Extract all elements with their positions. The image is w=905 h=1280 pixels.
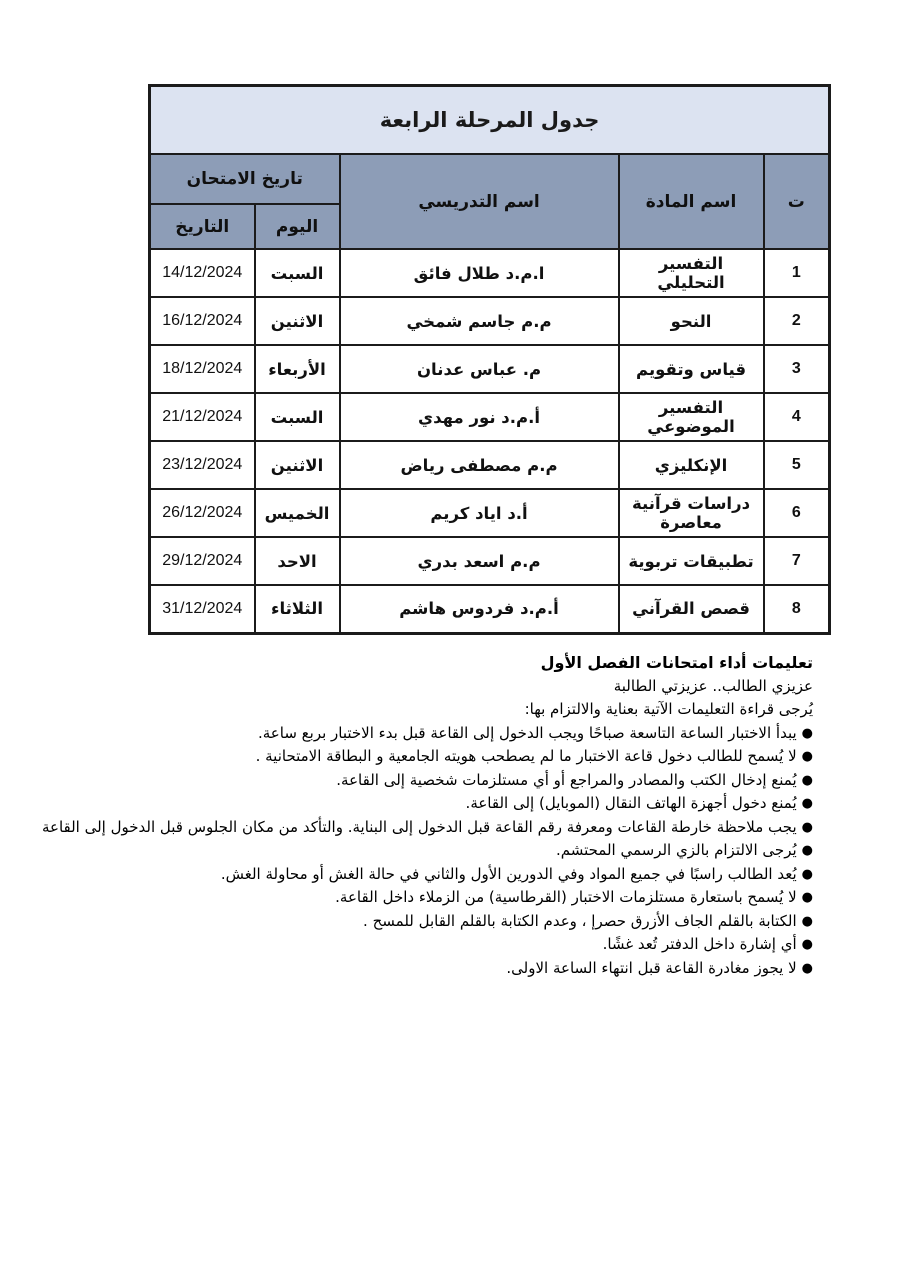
cell-day: الثلاثاء [255,585,340,633]
cell-date: 26/12/2024 [150,489,255,537]
cell-subject: النحو [619,297,764,345]
cell-day: السبت [255,393,340,441]
bullet-icon: ● [801,960,813,976]
cell-instructor: م. عباس عدنان [340,345,619,393]
table-row [150,537,830,585]
cell-instructor: م.م جاسم شمخي [340,297,619,345]
bullet-icon: ● [801,725,813,741]
header-subject: اسم المادة [619,154,764,249]
instruction-text: يُمنع دخول أجهزة الهاتف النقال (الموبايل) إلى القاعة. [465,794,797,812]
bullet-icon: ● [801,913,813,929]
table-header-row-1 [150,154,830,204]
instructions-heading: تعليمات أداء امتحانات الفصل الأول [540,653,813,672]
cell-seq: 6 [764,489,830,537]
table-row [150,393,830,441]
header-exam-date-group: تاريخ الامتحان [150,154,340,204]
instruction-item [73,863,813,887]
cell-subject: الإنكليزي [619,441,764,489]
bullet-icon: ● [801,796,813,811]
instruction-text: يُمنع إدخال الكتب والمصادر والمراجع أو أي مستلزمات شخصية إلى القاعة. [336,770,797,789]
cell-instructor: أ.م.د فردوس هاشم [340,585,619,633]
table-row [150,297,830,345]
cell-subject: تطبيقات تربوية [619,537,764,585]
cell-date: 21/12/2024 [150,393,255,441]
instruction-text: يبدأ الاختبار الساعة التاسعة صباحًا ويجب الدخول إلى القاعة قبل بدء الاختبار بربع ساعة. [258,723,797,742]
cell-date: 16/12/2024 [150,297,255,345]
cell-day: الاثنين [255,297,340,345]
cell-date: 18/12/2024 [150,345,255,393]
cell-date: 14/12/2024 [150,249,255,297]
instruction-item [73,933,813,957]
cell-date: 23/12/2024 [150,441,255,489]
header-date: التاريخ [150,204,255,249]
cell-seq: 8 [764,585,830,633]
table-row [150,249,830,297]
instruction-item [73,745,813,769]
instruction-text: يُرجى الالتزام بالزي الرسمي المحتشم. [555,841,797,859]
table-row [150,489,830,537]
instruction-item [73,722,813,746]
table-row [150,345,830,393]
header-instructor: اسم التدريسي [340,154,619,249]
table-row [150,585,830,633]
cell-instructor: م.م مصطفى رياض [340,441,619,489]
cell-subject: قياس وتقويم [619,345,764,393]
table-row [150,441,830,489]
instruction-text: لا يُسمح للطالب دخول قاعة الاختبار ما لم يصطحب هويته الجامعية و البطاقة الامتحانية . [255,747,797,765]
cell-day: الاثنين [255,441,340,489]
cell-day: الخميس [255,489,340,537]
cell-instructor: ا.م.د طلال فائق [340,249,619,297]
instruction-item [41,816,813,840]
table-title: جدول المرحلة الرابعة [150,86,830,155]
bullet-icon: ● [801,749,813,764]
bullet-icon: ● [801,843,813,858]
instruction-text: لا يُسمح باستعارة مستلزمات الاختبار (القرطاسية) من الزملاء داخل القاعة. [335,888,797,906]
instructions-greeting: عزيزي الطالب.. عزيزتي الطالبة [613,676,813,695]
cell-day: الأربعاء [255,345,340,393]
instruction-item [73,839,813,863]
instruction-item [73,910,813,934]
cell-seq: 2 [764,297,830,345]
instruction-text: أي إشارة داخل الدفتر تُعد غشًا. [602,935,797,953]
bullet-icon: ● [801,772,813,788]
instruction-item [73,769,813,793]
cell-date: 31/12/2024 [150,585,255,633]
bullet-icon: ● [801,937,813,952]
cell-subject: التفسير التحليلي [619,249,764,297]
bullet-icon: ● [801,890,813,905]
cell-subject: دراسات قرآنية معاصرة [619,489,764,537]
cell-instructor: م.م اسعد بدري [340,537,619,585]
cell-seq: 7 [764,537,830,585]
instruction-text: لا يجوز مغادرة القاعة قبل انتهاء الساعة الاولى. [506,958,797,977]
exam-schedule-table [148,84,831,635]
bullet-icon: ● [801,866,813,882]
header-day: اليوم [255,204,340,249]
instructions-intro: يُرجى قراءة التعليمات الآتية بعناية والالتزام بها: [524,700,813,718]
header-seq: ت [764,154,830,249]
cell-day: الاحد [255,537,340,585]
table-title-row [150,86,830,155]
cell-day: السبت [255,249,340,297]
exam-schedule-table-wrap [148,84,828,635]
instruction-text: يُعد الطالب راسبًا في جميع المواد وفي الدورين الأول والثاني في حالة الغش أو محاولة الغش. [220,864,797,883]
cell-subject: قصص القرآني [619,585,764,633]
cell-date: 29/12/2024 [150,537,255,585]
cell-subject: التفسير الموضوعي [619,393,764,441]
bullet-icon: ● [801,819,813,835]
instruction-item [73,957,813,981]
exam-instructions-section [41,651,813,980]
cell-seq: 5 [764,441,830,489]
cell-seq: 4 [764,393,830,441]
instruction-item [73,792,813,816]
cell-seq: 1 [764,249,830,297]
cell-instructor: أ.م.د نور مهدي [340,393,619,441]
instruction-text: يجب ملاحظة خارطة القاعات ومعرفة رقم القاعة قبل الدخول إلى البناية. والتأكد من مكان الجلوس قبل الدخول إلى القاعة [41,817,797,836]
instruction-item [73,886,813,910]
cell-instructor: أ.د اياد كريم [340,489,619,537]
instruction-text: الكتابة بالقلم الجاف الأزرق حصرإ ، وعدم الكتابة بالقلم القابل للمسح . [363,911,797,930]
cell-seq: 3 [764,345,830,393]
